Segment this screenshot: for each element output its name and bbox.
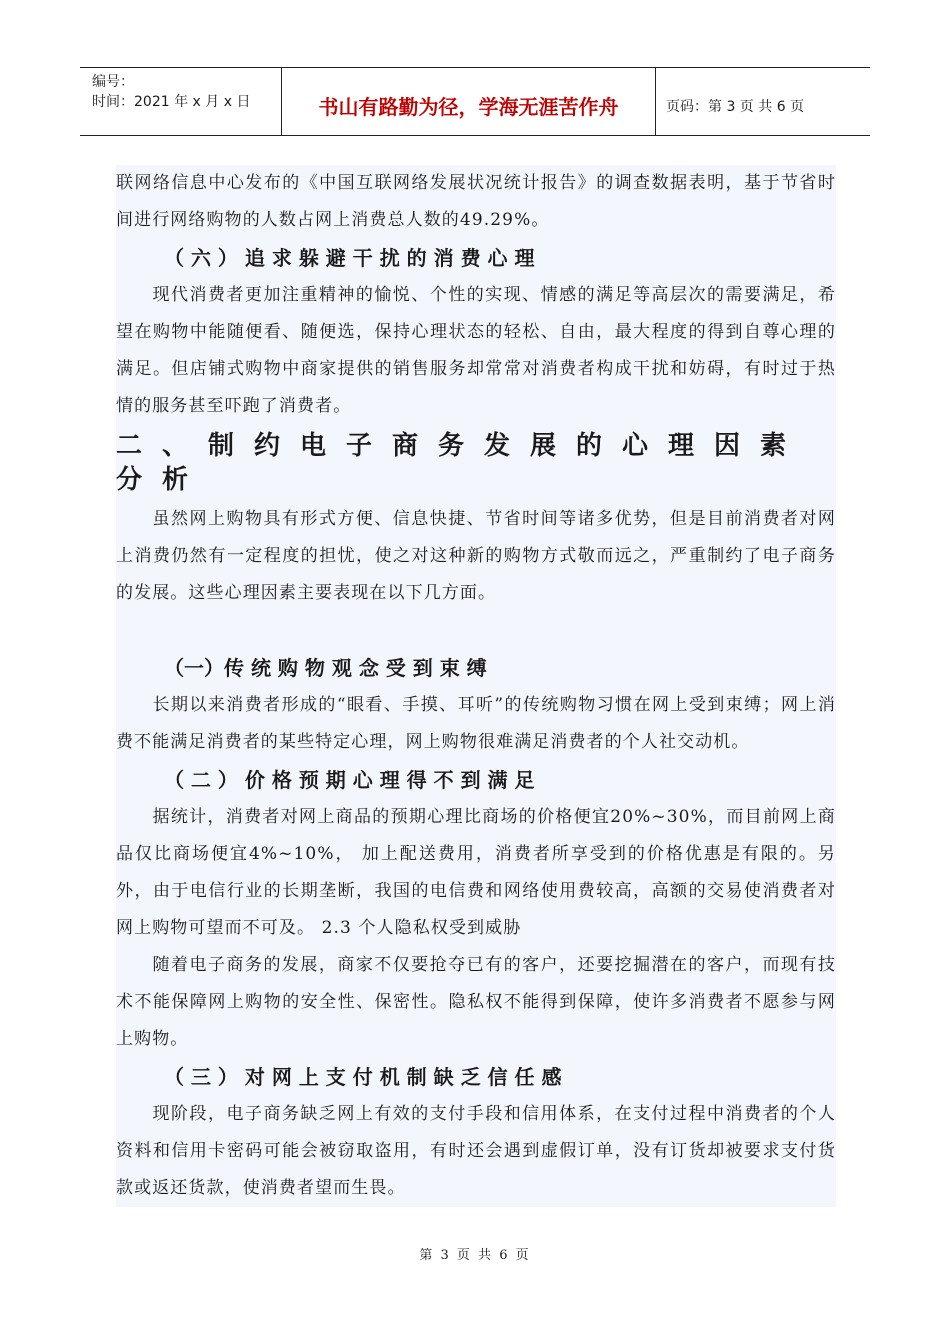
header-page-info: 页码：第 3 页 共 6 页 bbox=[666, 98, 805, 115]
header-meta bbox=[80, 68, 282, 135]
paragraph-survey: 联网络信息中心发布的《中国互联网络发展状况统计报告》的调查数据表明，基于节省时间进行网络购物的人数占网上消费总人数的49.29%。 bbox=[116, 173, 836, 230]
header-motto: 书山有路勤为径，学海无涯苦作舟 bbox=[282, 68, 656, 135]
paragraph-concerns: 虽然网上购物具有形式方便、信息快捷、节省时间等诸多优势，但是目前消费者对网上消费仍然有一定程度的担忧，使之对这种新的购物方式敬而远之，严重制约了电子商务的发展。这些心理因素主要表现在以下几方面。 bbox=[116, 509, 836, 603]
paragraph-traditional-habits: 长期以来消费者形成的“眼看、手摸、耳听”的传统购物习惯在网上受到束缚；网上消费不能满足消费者的某些特定心理，网上购物很难满足消费者的个人社交动机。 bbox=[116, 695, 836, 752]
subheading-traditional-habits: （一）传 统 购 物 观 念 受 到 束 缚 bbox=[164, 656, 487, 680]
paragraph-privacy: 随着电子商务的发展，商家不仅要抢夺已有的客户，还要挖掘潜在的客户，而现有技术不能保障网上购物的安全性、保密性。隐私权不能得到保障，使许多消费者不愿参与网上购物。 bbox=[116, 955, 836, 1049]
section-heading-2: 二、制约电子商务发展的心理因素分析 bbox=[116, 431, 807, 495]
paragraph-price-expectation: 据统计，消费者对网上商品的预期心理比商场的价格便宜20%~30%，而目前网上商品仅比商场便宜4%~10%， 加上配送费用，消费者所享受到的价格优惠是有限的。另外，由于电信行业的长期垄断，我国的电信费和网络使用费较高，高额的交易使消费者对网上购物可望而不可及。 2.3 个人隐私权受到威胁 bbox=[116, 807, 836, 938]
paragraph-modern-consumers: 现代消费者更加注重精神的愉悦、个性的实现、情感的满足等高层次的需要满足，希望在购物中能随便看、随便选，保持心理状态的轻松、自由，最大程度的得到自尊心理的满足。但店铺式购物中商家提供的销售服务却常常对消费者构成干扰和妨碍，有时过于热情的服务甚至吓跑了消费者。 bbox=[116, 285, 836, 416]
blank-line bbox=[116, 612, 836, 649]
page-footer: 第 3 页 共 6 页 bbox=[419, 1248, 531, 1263]
subheading-payment-trust: （ 三 ） 对 网 上 支 付 机 制 缺 乏 信 任 感 bbox=[164, 1065, 562, 1089]
document-body bbox=[116, 165, 836, 1207]
paragraph-payment-trust: 现阶段，电子商务缺乏网上有效的支付手段和信用体系，在支付过程中消费者的个人资料和信用卡密码可能会被窃取盗用，有时还会遇到虚假订单，没有订货却被要求支付货款或返还货款，使消费者望而生畏。 bbox=[116, 1104, 836, 1198]
subheading-price-expectation: （ 二 ） 价 格 预 期 心 理 得 不 到 满 足 bbox=[164, 768, 535, 792]
date-label: 时间：2021 年 x 月 x 日 bbox=[92, 94, 251, 110]
number-label: 编号： bbox=[92, 74, 134, 90]
subheading-avoid-interference: （ 六 ） 追 求 躲 避 干 扰 的 消 费 心 理 bbox=[164, 246, 535, 270]
page-header bbox=[80, 67, 870, 136]
